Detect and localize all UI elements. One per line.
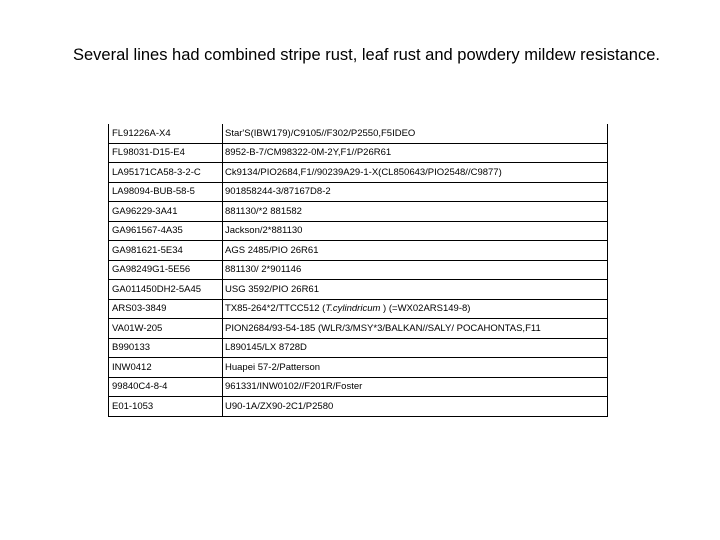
pedigree: 8952-B-7/CM98322-0M-2Y,F1//P26R61 <box>223 143 608 163</box>
table-row <box>109 260 608 280</box>
table-row <box>109 319 608 339</box>
table-row <box>109 397 608 417</box>
line-name: B990133 <box>109 338 223 358</box>
pedigree: Ck9134/PIO2684,F1//90239A29-1-X(CL850643/PIO2548//C9877) <box>223 163 608 183</box>
table-row <box>109 338 608 358</box>
line-name: 99840C4-8-4 <box>109 377 223 397</box>
table-row <box>109 182 608 202</box>
species-name: T.cylindricum <box>325 303 381 315</box>
table-row <box>109 143 608 163</box>
table-row <box>109 280 608 300</box>
pedigree: 881130/*2 881582 <box>223 202 608 222</box>
table-row <box>109 358 608 378</box>
pedigree: Star'S(IBW179)/C9105//F302/P2550,F5IDEO <box>223 124 608 143</box>
pedigree-part: TX85-264*2/TTCC512 ( <box>225 303 326 315</box>
pedigree: 961331/INW0102//F201R/Foster <box>223 377 608 397</box>
pedigree: Jackson/2*881130 <box>223 221 608 241</box>
line-name: INW0412 <box>109 358 223 378</box>
line-name: LA98094-BUB-58-5 <box>109 182 223 202</box>
table-row <box>109 202 608 222</box>
line-name: GA011450DH2-5A45 <box>109 280 223 300</box>
table-row <box>109 221 608 241</box>
pedigree: U90-1A/ZX90-2C1/P2580 <box>223 397 608 417</box>
pedigree: 901858244-3/87167D8-2 <box>223 182 608 202</box>
pedigree: Huapei 57-2/Patterson <box>223 358 608 378</box>
line-name: E01-1053 <box>109 397 223 417</box>
pedigree: L890145/LX 8728D <box>223 338 608 358</box>
pedigree: AGS 2485/PIO 26R61 <box>223 241 608 261</box>
table-row <box>109 241 608 261</box>
slide-heading: Several lines had combined stripe rust, leaf rust and powdery mildew resistance. <box>73 46 660 64</box>
line-name: GA96229-3A41 <box>109 202 223 222</box>
wheat-lines-table <box>108 124 608 417</box>
table-row <box>109 377 608 397</box>
line-name: GA98249G1-5E56 <box>109 260 223 280</box>
table-row <box>109 299 608 319</box>
pedigree: PION2684/93-54-185 (WLR/3/MSY*3/BALKAN//SALY/ POCAHONTAS,F11 <box>223 319 608 339</box>
line-name: VA01W-205 <box>109 319 223 339</box>
line-name: ARS03-3849 <box>109 299 223 319</box>
pedigree: 881130/ 2*901146 <box>223 260 608 280</box>
table-row <box>109 124 608 143</box>
line-name: GA961567-4A35 <box>109 221 223 241</box>
pedigree <box>223 299 608 319</box>
line-name: GA981621-5E34 <box>109 241 223 261</box>
line-name: FL98031-D15-E4 <box>109 143 223 163</box>
line-name: FL91226A-X4 <box>109 124 223 143</box>
table-row <box>109 163 608 183</box>
line-name: LA95171CA58-3-2-C <box>109 163 223 183</box>
pedigree: USG 3592/PIO 26R61 <box>223 280 608 300</box>
pedigree-part: ) (=WX02ARS149-8) <box>380 303 471 315</box>
